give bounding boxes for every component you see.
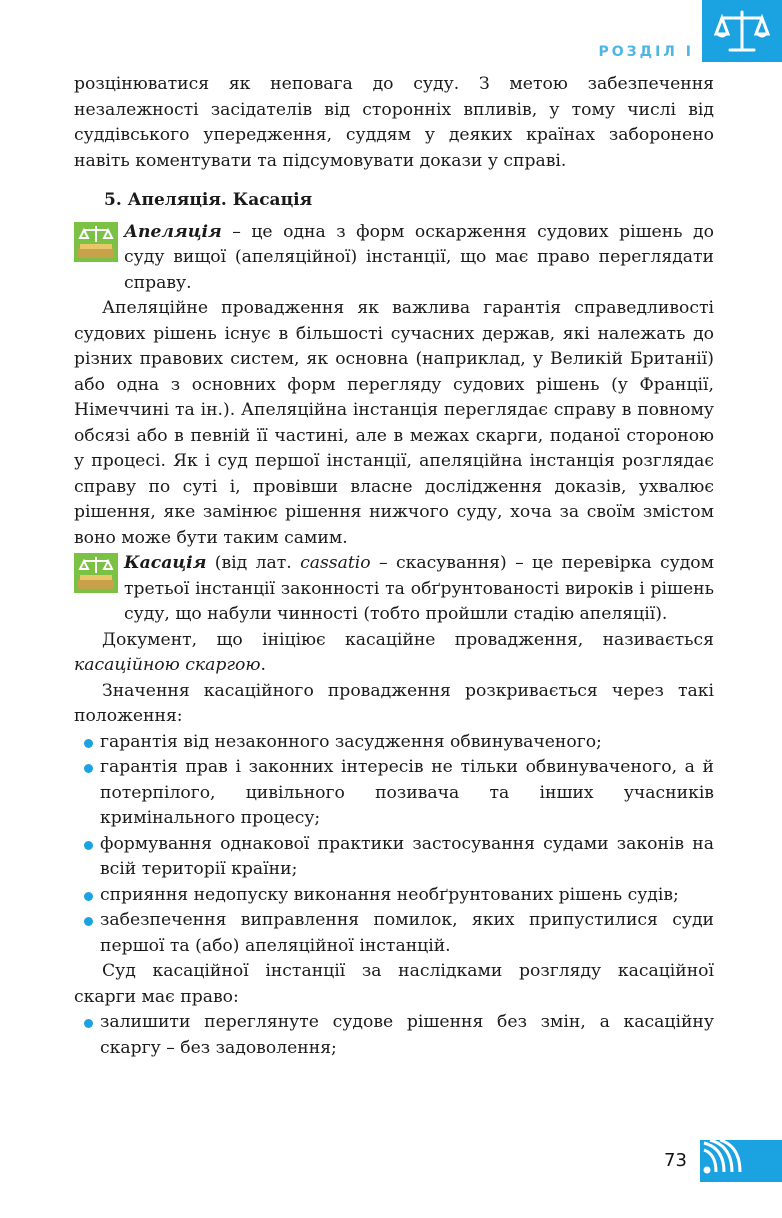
definition-body: – це одна з форм оскарження судових рішень до суду вищої (апеляційної) інстанції, що має право переглядати справу. <box>124 221 714 293</box>
paragraph-5: Суд касаційної інстанції за наслідками розгляду касаційної скарги має право: <box>74 961 714 1007</box>
list-item: сприяння недопуску виконання необґрунтованих рішень судів; <box>74 883 714 909</box>
bullet-list-rights <box>74 1010 714 1061</box>
header-tab <box>702 0 782 62</box>
bullet-list-significance <box>74 730 714 960</box>
paragraph-3-a: Документ, що ініціює касаційне провадження, називається <box>102 629 714 650</box>
definition-cassation <box>74 551 714 628</box>
definition-body-b: – скасування) – це перевірка судом третьої інстанції законності та обґрунтованості вироків і рішень суду, що набули чинності (тобто пройшли стадію апеляції). <box>124 553 714 624</box>
list-item: формування однакової практики застосування судами законів на всій території країни; <box>74 832 714 883</box>
signal-waves-icon <box>700 1140 782 1182</box>
definition-cassation-text <box>124 551 714 628</box>
footer-tab <box>700 1140 782 1182</box>
list-item: забезпечення виправлення помилок, яких припустилися суди першої та (або) апеляційної інстанцій. <box>74 908 714 959</box>
paragraph-3 <box>74 628 714 679</box>
paragraph-1: розцінюватися як неповага до суду. З метою забезпечення незалежності засідателів від сторонніх впливів, у тому числі від суддівського упередження, суддям у деяких країнах заборонено навіть коментувати та підсумовувати докази у справі. <box>74 74 714 171</box>
latin-term: cassatio <box>300 553 371 573</box>
list-item: гарантія від незаконного засудження обвинуваченого; <box>74 730 714 756</box>
definition-appeal-text <box>124 220 714 297</box>
page-number: 73 <box>664 1150 687 1171</box>
definition-book-icon <box>74 553 118 593</box>
paragraph-3-italic: касаційною скаргою <box>74 655 261 675</box>
section-heading: 5. Апеляція. Касація <box>104 190 313 210</box>
definition-term: Касація <box>124 553 207 573</box>
paragraph-2: Апеляційне провадження як важлива гарантія справедливості судових рішень існує в більшості сучасних держав, які належать до різних правових систем, як основна (наприклад, у Великій Британії) або одна з основних форм перегляду судових рішень (у Франції, Німеччині та ін.). Апеляційна інстанція переглядає справу в повному обсязі або в певній її частині, але в межах скарги, поданої стороною у процесі. Як і суд першої інстанції, апеляційна інстанція розглядає справу по суті і, провівши власне дослідження доказів, ухвалює рішення, яке замінює рішення нижчого суду, хоча за своїм змістом воно може бути таким самим. <box>74 298 714 548</box>
list-item: залишити переглянуте судове рішення без змін, а касаційну скаргу – без задоволення; <box>74 1010 714 1061</box>
definition-book-icon <box>74 222 118 262</box>
definition-body-a: (від лат. <box>206 553 301 573</box>
scales-of-justice-icon <box>714 8 770 56</box>
list-item: гарантія прав і законних інтересів не тільки обвинуваченого, а й потерпілого, цивільного позивача та інших учасників кримінального процесу; <box>74 755 714 832</box>
definition-appeal <box>74 220 714 297</box>
section-label: РОЗДІЛ І <box>598 44 694 60</box>
definition-term: Апеляція <box>124 221 222 242</box>
page-content <box>74 72 714 1061</box>
paragraph-4: Значення касаційного провадження розкривається через такі положення: <box>74 680 714 726</box>
paragraph-3-b: . <box>260 655 266 675</box>
